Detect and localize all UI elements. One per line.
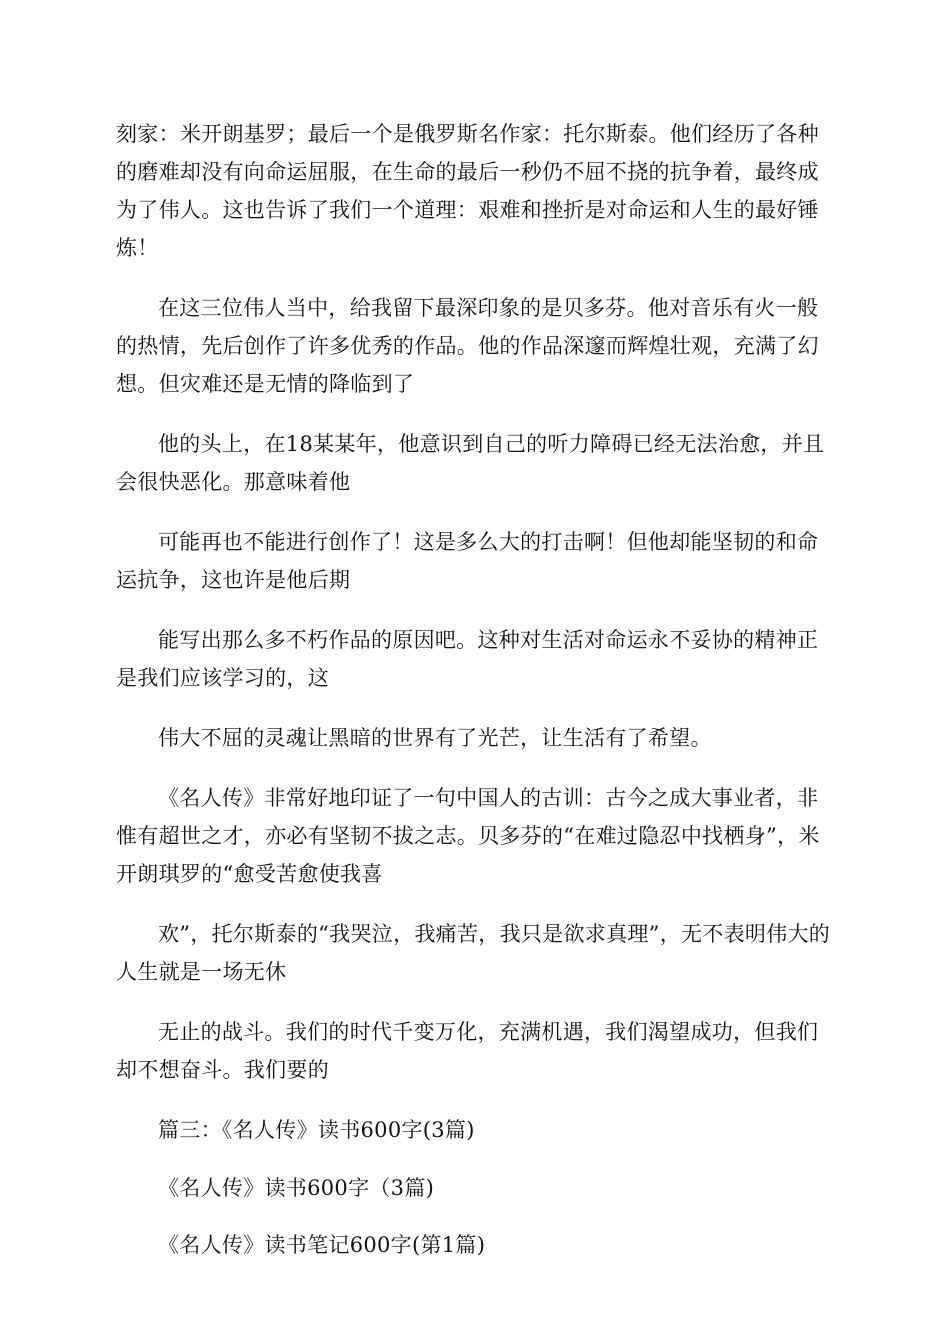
paragraph-8: 欢”，托尔斯泰的“我哭泣，我痛苦，我只是欲求真理”，无不表明伟大的人生就是一场无休 xyxy=(116,922,831,984)
section-heading: 篇三：《名人传》读书600字(3篇) xyxy=(158,1118,475,1142)
article-subtitle: 《名人传》读书笔记600字(第1篇) xyxy=(158,1233,486,1257)
paragraph-9: 无止的战斗。我们的时代千变万化，充满机遇，我们渴望成功，但我们却不想奋斗。我们要的 xyxy=(116,1020,819,1082)
paragraph-5: 能写出那么多不朽作品的原因吧。这种对生活对命运永不妥协的精神正是我们应该学习的，这 xyxy=(116,628,819,690)
paragraph-7: 《名人传》非常好地印证了一句中国人的古训：古今之成大事业者，非惟有超世之才，亦必有坚韧不拔之志。贝多芬的“在难过隐忍中找栖身”，米开朗琪罗的“愈受苦愈使我喜 xyxy=(116,786,820,886)
document-body xyxy=(116,115,836,1286)
paragraph-6: 伟大不屈的灵魂让黑暗的世界有了光芒，让生活有了希望。 xyxy=(158,726,712,750)
article-title: 《名人传》读书600字（3篇) xyxy=(158,1176,435,1200)
paragraph-3: 他的头上，在18某某年，他意识到自己的听力障碍已经无法治愈，并且会很快恶化。那意味着他 xyxy=(116,432,825,494)
paragraph-4: 可能再也不能进行创作了！这是多么大的打击啊！但他却能坚韧的和命运抗争，这也许是他后期 xyxy=(116,530,819,592)
paragraph-2: 在这三位伟人当中，给我留下最深印象的是贝多芬。他对音乐有火一般的热情，先后创作了许多优秀的作品。他的作品深邃而辉煌壮观，充满了幻想。但灾难还是无情的降临到了 xyxy=(116,296,819,396)
paragraph-1: 刻家：米开朗基罗；最后一个是俄罗斯名作家：托尔斯泰。他们经历了各种的磨难却没有向命运屈服，在生命的最后一秒仍不屈不挠的抗争着，最终成为了伟人。这也告诉了我们一个道理：艰难和挫折是对命运和人生的最好锤炼！ xyxy=(116,122,819,260)
